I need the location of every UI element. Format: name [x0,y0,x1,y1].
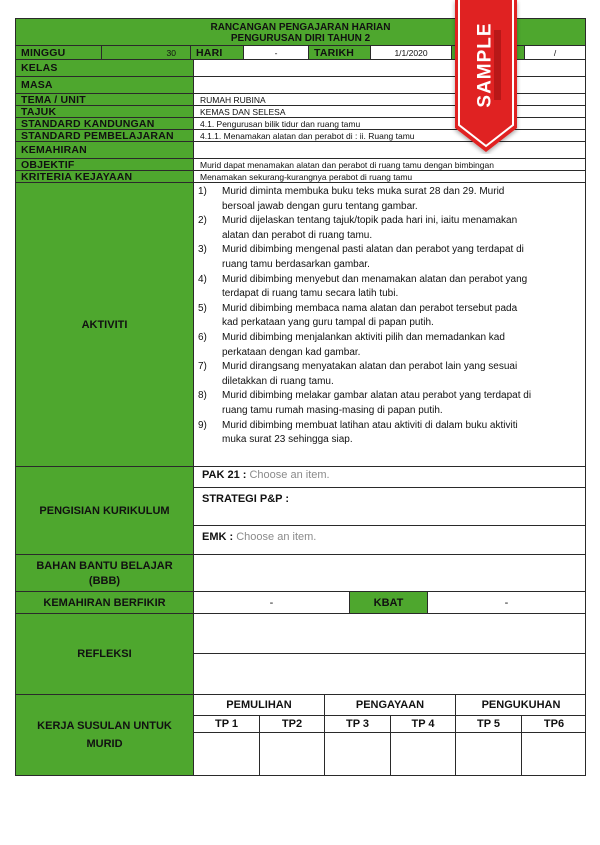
susulan-label-cell [15,694,194,776]
aktiviti-item [198,302,579,331]
group-pemulihan: PEMULIHAN [193,694,325,716]
pak-label: PAK 21 : [202,469,247,481]
tp-cell [193,732,260,776]
refleksi-value [193,613,586,695]
tp-header: TP2 [259,715,325,733]
title-line-2: PENGURUSAN DIRI TAHUN 2 [230,33,371,44]
tp-cell [324,732,391,776]
group-pengukuhan: PENGUKUHAN [455,694,586,716]
item-line: bersoal jawab dengan guru tentang gambar. [222,200,418,212]
tema-label: TEMA / UNIT [15,93,194,106]
refleksi-row [15,613,586,695]
tp-header: TP 5 [455,715,522,733]
masa-value [193,76,586,94]
kbat-label: KBAT [373,596,404,609]
aktiviti-item [198,185,579,214]
item-line: kad perkataan yang guru tampal di papan putih. [222,317,434,329]
bbb-value [193,554,586,592]
item-line: Murid diminta membuka buku teks muka surat 28 dan 29. Murid [222,186,505,197]
emk-label: EMK : [202,531,234,543]
bbb-label-line-2: (BBB) [88,574,121,587]
bbb-label-cell [15,554,194,592]
aktiviti-item [198,419,579,448]
objektif-label: OBJEKTIF [15,158,194,171]
hari-value: - [243,45,309,60]
sample-text-wrap [451,0,521,130]
refleksi-label: REFLEKSI [77,648,132,660]
kelas-value [193,59,586,77]
emk-dropdown[interactable]: Choose an item. [236,531,317,543]
tp-cell [390,732,456,776]
emk-line [202,531,316,543]
item-number: 1) [198,186,207,197]
susulan-label-line-2: MURID [86,738,123,750]
tarikh-label: TARIKH [308,45,371,60]
minggu-label: MINGGU [15,45,102,60]
pak-dropdown[interactable]: Choose an item. [249,469,330,481]
kelas-label: KELAS [15,59,194,77]
sk-value: 4.1. Pengurusan bilik tidur dan ruang tamu [193,117,586,130]
refleksi-label-cell [15,613,194,695]
sample-ribbon [451,0,521,154]
tp-cell [521,732,586,776]
kbat-value: - [427,591,586,614]
berfikir-label-cell [15,591,194,614]
divider [194,525,585,526]
aktiviti-label: AKTIVITI [81,318,128,331]
item-number: 5) [198,302,207,314]
kriteria-label: KRITERIA KEJAYAAN [15,170,194,183]
masa-label: MASA [15,76,194,94]
item-line: perkataan dengan kad gambar. [222,346,361,358]
aktiviti-item [198,273,579,302]
item-line: diletakkan di ruang tamu. [222,375,334,387]
item-line: Murid dibimbing mengenal pasti alatan dan perabot yang terdapat di [222,244,524,256]
masa-separator: / [524,45,586,60]
item-line: alatan dan perabot di ruang tamu. [222,229,373,241]
item-line: Murid dirangsang menyatakan alatan dan perabot lain yang sesuai [222,361,518,373]
strategi-line [202,493,289,505]
group-pengayaan: PENGAYAAN [324,694,456,716]
aktiviti-label-cell [15,182,194,467]
tp-header: TP6 [521,715,586,733]
hari-label: HARI [190,45,244,60]
tema-value: RUMAH RUBINA [193,93,586,106]
item-line: ruang tamu rumah masing-masing di papan putih. [222,404,443,416]
title-line-1: RANCANGAN PENGAJARAN HARIAN [210,22,391,33]
item-line: Murid dibimbing membaca nama alatan dan perabot tersebut pada [222,302,518,314]
item-number: 6) [198,331,207,343]
strategi-label: STRATEGI P&P : [202,493,289,505]
objektif-value: Murid dapat menamakan alatan dan perabot di ruang tamu dengan bimbingan [193,158,586,171]
minggu-value: 30 [101,45,191,60]
item-line: ruang tamu berdasarkan gambar. [222,258,370,270]
aktiviti-item [198,214,579,243]
bbb-row [15,554,586,592]
tp-cell [455,732,522,776]
aktiviti-item [198,331,579,360]
berfikir-value: - [193,591,350,614]
sp-label: STANDARD PEMBELAJARAN [15,129,194,142]
item-number: 3) [198,244,207,256]
susulan-label-line-1: KERJA SUSULAN UNTUK [37,720,172,732]
sk-label: STANDARD KANDUNGAN [15,117,194,130]
aktiviti-item [198,389,579,418]
kurikulum-content [193,466,586,555]
aktiviti-list [194,183,585,448]
kurikulum-label: PENGISIAN KURIKULUM [39,504,170,517]
kriteria-value: Menamakan sekurang-kurangnya perabot di ruang tamu [193,170,586,183]
item-number: 2) [198,215,207,227]
tp-header: TP 4 [390,715,456,733]
aktiviti-item [198,360,579,389]
pak-line [202,469,330,481]
tp-header: TP 1 [193,715,260,733]
item-line: muka surat 23 sehingga siap. [222,434,353,446]
item-number: 7) [198,361,207,373]
divider [194,653,585,654]
item-line: terdapat di ruang tamu secara latih tubi. [222,288,399,300]
item-line: Murid dibimbing menyebut dan menamakan alatan dan perabot yang [222,273,528,285]
aktiviti-row [15,182,586,467]
item-line: Murid dibimbing melakar gambar alatan atau perabot yang terdapat di [222,390,532,402]
kurikulum-row [15,466,586,555]
tp-header: TP 3 [324,715,391,733]
kemahiran-value [193,141,586,159]
kbat-label-cell [349,591,428,614]
aktiviti-item [198,243,579,272]
item-line: Murid dibimbing membuat latihan atau aktiviti di dalam buku aktiviti [222,419,518,431]
item-number: 9) [198,419,207,431]
berfikir-row [15,591,586,614]
tajuk-label: TAJUK [15,105,194,118]
susulan-row [15,694,586,776]
berfikir-label: KEMAHIRAN BERFIKIR [43,596,166,609]
kurikulum-label-cell [15,466,194,555]
aktiviti-list-cell [193,182,586,467]
item-line: Murid dibimbing menjalankan aktiviti pilih dan memadankan kad [222,331,505,343]
item-line: Murid dijelaskan tentang tajuk/topik pada hari ini, iaitu menamakan [222,215,518,227]
tarikh-value: 1/1/2020 [370,45,452,60]
susulan-table [193,694,586,776]
item-number: 8) [198,390,207,402]
tp-cell [259,732,325,776]
kemahiran-label: KEMAHIRAN [15,141,194,159]
bbb-label-line-1: BAHAN BANTU BELAJAR [36,559,173,572]
item-number: 4) [198,273,207,285]
tajuk-value: KEMAS DAN SELESA [193,105,586,118]
sample-text: SAMPLE [475,22,496,108]
divider [194,487,585,488]
sp-value: 4.1.1. Menamakan alatan dan perabot di : ii. Ruang tamu [193,129,586,142]
